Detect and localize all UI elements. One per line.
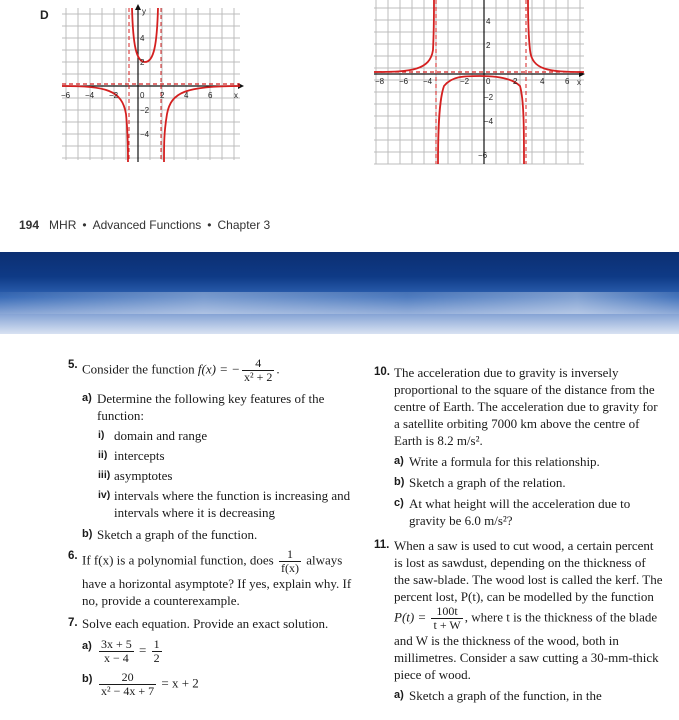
footer-book: Advanced Functions [92,218,202,232]
part-label: b) [82,673,93,685]
item-text: intervals where the function is increasing and intervals where it is decreasing [114,488,351,520]
right-x-tick: −4 [423,77,433,86]
q11-part-a [394,687,664,704]
q5-a-text: Determine the following key features of the function: [97,391,325,423]
question-7 [68,615,358,632]
left-y-tick: 2 [140,58,145,67]
graph-option-label: D [40,8,49,22]
right-curve-left [374,0,434,72]
part-label: b) [394,476,405,488]
q11-text-start: When a saw is used to cut wood, a certain percent is lost as sawdust, depending on the thickness of the saw-blade. The wood lost is called the kerf. The percent lost, P(t), can be modelled by the function [394,538,663,604]
item-text: asymptotes [114,468,173,483]
q7a-lhs [99,638,134,665]
item-label: iv) [98,489,111,501]
q11-function-lhs: P(t) = [394,609,427,625]
q10-part-c [394,495,664,529]
q7a-equals: = [139,642,147,658]
right-x-tick: −8 [375,77,385,86]
question-10 [374,364,664,449]
q11-numerator: 100t [431,605,462,619]
q10-c-text: At what height will the acceleration due to gravity be 6.0 m/s²? [409,496,631,528]
item-text: intercepts [114,448,165,463]
part-label: a) [394,689,404,701]
q7a-rhs-den: 2 [153,651,160,665]
q7-text: Solve each equation. Provide an exact solution. [82,616,329,631]
q5-b-text: Sketch a graph of the function. [97,527,258,542]
right-y-tick: −4 [484,117,494,126]
q5-part-a [82,390,358,424]
part-label: a) [82,392,92,404]
q7a-lhs-den: x − 4 [104,651,129,665]
right-x-tick: −6 [399,77,409,86]
q10-text: The acceleration due to gravity is inversely proportional to the square of the distance from the centre of Earth. The acceleration due to gravity for a satellite orbiting 7000 km above the centre of Earth is 8.2 m/s². [394,365,658,448]
q7a-lhs-num: 3x + 5 [101,637,132,651]
left-y-tick: −2 [140,106,150,115]
q6-denominator: f(x) [280,561,299,575]
left-y-tick: 4 [140,34,145,43]
q5-function-lhs: f(x) = − [197,361,240,377]
footer-separator: • [82,218,87,232]
footer-publisher: MHR [49,218,77,232]
left-x-tick: −2 [109,91,119,100]
q11-denominator: t + W [433,618,461,632]
q10-b-text: Sketch a graph of the relation. [409,475,566,490]
page-footer [19,218,270,232]
question-6 [68,548,358,609]
right-y-tick: 4 [486,17,491,26]
q10-part-b [394,474,664,491]
right-x-tick: 6 [565,77,570,86]
right-x-axis-label: x [577,78,581,87]
right-y-tick: −2 [484,93,494,102]
right-y-tick: 2 [486,41,491,50]
q5-numerator: 4 [242,357,274,371]
part-label: c) [394,497,404,509]
right-x-tick: 2 [513,77,518,86]
q11-a-text: Sketch a graph of the function, in the [409,688,602,703]
right-column [374,364,664,704]
left-x-axis-label: x [234,91,238,100]
q5-a-item-1 [98,427,358,444]
part-label: a) [82,640,92,652]
right-x-tick: −2 [460,77,470,86]
left-curve-middle [132,8,158,62]
question-number: 5. [68,359,78,371]
left-graph [56,4,246,164]
left-curve-outer-right [164,86,240,162]
q7a-rhs-num: 1 [153,637,160,651]
q5-fraction [242,357,274,384]
q5-part-b [82,526,358,543]
left-column [68,357,358,698]
q10-part-a [394,453,664,470]
q10-a-text: Write a formula for this relationship. [409,454,600,469]
q5-denominator: x² + 2 [244,370,273,384]
q6-fraction [279,548,301,575]
left-graph-grid [62,8,240,160]
item-label: ii) [98,449,108,461]
left-x-tick: −4 [85,91,95,100]
right-x-tick: 0 [486,77,491,86]
q5-a-item-4 [98,487,358,521]
q7a-rhs [152,638,162,665]
q6-numerator: 1 [279,548,301,562]
left-x-tick: 4 [184,91,189,100]
right-graph [372,0,586,166]
item-text: domain and range [114,428,208,443]
q7-part-b [82,671,358,698]
left-y-axis-label: y [142,7,146,16]
left-y-tick: −4 [140,130,150,139]
q5-intro: Consider the function [82,361,195,377]
question-number: 10. [374,366,390,378]
question-11: 11. When a saw is used to cut wood, a certain percent is lost as sawdust, depending on the thickness of the saw-blade. The wood lost is called the kerf. The percent lost, P(t), can be modelled by the function P(t) = $\frac{100t}{t + W}$ , where t is the thickness of the blade and W is the thickness of the wood, both in millimetres. Consider a saw cutting a 30-mm-thick piece of wood. [374,538,663,682]
q5-a-item-2 [98,447,358,464]
q7b-rhs: = x + 2 [161,675,199,691]
q6-text-start: If f(x) is a polynomial function, does [82,552,274,568]
question-number: 7. [68,617,78,629]
left-x-tick: 0 [140,91,145,100]
question-number: 11. [374,539,390,551]
question-number: 6. [68,550,78,562]
part-label: a) [394,455,404,467]
q7b-lhs-num: 20 [99,671,156,685]
q5-a-item-3 [98,467,358,484]
item-label: i) [98,429,105,441]
page-number: 194 [19,218,40,232]
page-gap [0,244,679,252]
right-x-tick: 4 [540,77,545,86]
left-x-tick: −6 [61,91,71,100]
footer-chapter: Chapter 3 [217,218,271,232]
q6-text-end: always have a horizontal asymptote? If yes, explain why. If no, provide a counterexample. [82,552,352,608]
item-label: iii) [98,469,111,481]
page-header-band [0,252,679,334]
q11-fraction [431,605,462,632]
q11-text-end: where t is the thickness of the blade and W is the thickness of the wood, both in millimetres. Consider a saw cutting a 30-mm-thick piece of wood. [394,609,659,682]
right-y-tick: −6 [478,151,488,160]
q7-part-a [82,638,358,665]
header-streak [0,292,679,314]
question-5: 5. Consider the function f(x) = − $\frac{4}{\text{x² + 2}}$ . [68,356,280,384]
left-x-tick: 6 [208,91,213,100]
q7b-lhs [99,671,156,698]
left-x-tick: 2 [160,91,165,100]
part-label: b) [82,528,93,540]
footer-separator: • [207,218,212,232]
q7b-lhs-den: x² − 4x + 7 [101,684,155,698]
